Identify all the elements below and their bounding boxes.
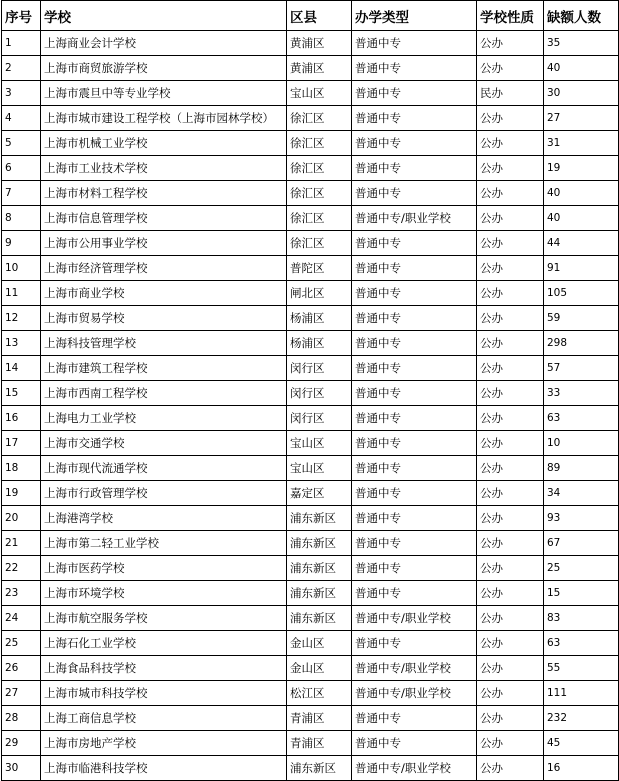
- school-nature: 公办: [477, 181, 544, 206]
- school-type: 普通中专: [352, 431, 477, 456]
- header-nature: 学校性质: [477, 1, 544, 31]
- vacancy-count: 34: [544, 481, 619, 506]
- school-type: 普通中专/职业学校: [352, 756, 477, 781]
- district: 浦东新区: [287, 581, 352, 606]
- district: 金山区: [287, 631, 352, 656]
- district: 松江区: [287, 681, 352, 706]
- school-name: 上海工商信息学校: [41, 706, 287, 731]
- school-name: 上海市房地产学校: [41, 731, 287, 756]
- district: 徐汇区: [287, 106, 352, 131]
- table-header: [2, 1, 619, 31]
- row-index: 5: [2, 131, 41, 156]
- table-row: [2, 431, 619, 456]
- vacancy-count: 45: [544, 731, 619, 756]
- vacancy-count: 40: [544, 56, 619, 81]
- school-nature: 公办: [477, 456, 544, 481]
- school-type: 普通中专: [352, 256, 477, 281]
- school-nature: 公办: [477, 31, 544, 56]
- school-name: 上海市航空服务学校: [41, 606, 287, 631]
- district: 黄浦区: [287, 56, 352, 81]
- school-nature: 公办: [477, 731, 544, 756]
- vacancy-count: 25: [544, 556, 619, 581]
- table-row: [2, 281, 619, 306]
- row-index: 1: [2, 31, 41, 56]
- school-type: 普通中专: [352, 306, 477, 331]
- school-type: 普通中专: [352, 556, 477, 581]
- school-nature: 公办: [477, 531, 544, 556]
- vacancy-count: 89: [544, 456, 619, 481]
- school-nature: 公办: [477, 581, 544, 606]
- school-nature: 公办: [477, 231, 544, 256]
- school-name: 上海市震旦中等专业学校: [41, 81, 287, 106]
- table-row: [2, 81, 619, 106]
- row-index: 29: [2, 731, 41, 756]
- school-type: 普通中专: [352, 281, 477, 306]
- table-row: [2, 206, 619, 231]
- school-type: 普通中专: [352, 56, 477, 81]
- school-type: 普通中专: [352, 231, 477, 256]
- school-nature: 公办: [477, 356, 544, 381]
- header-type: 办学类型: [352, 1, 477, 31]
- school-nature: 公办: [477, 131, 544, 156]
- vacancy-count: 59: [544, 306, 619, 331]
- row-index: 17: [2, 431, 41, 456]
- school-type: 普通中专: [352, 356, 477, 381]
- school-type: 普通中专: [352, 406, 477, 431]
- vacancy-table: [1, 0, 619, 781]
- vacancy-count: 30: [544, 81, 619, 106]
- row-index: 18: [2, 456, 41, 481]
- row-index: 20: [2, 506, 41, 531]
- school-nature: 公办: [477, 506, 544, 531]
- table-row: [2, 606, 619, 631]
- row-index: 12: [2, 306, 41, 331]
- vacancy-count: 63: [544, 406, 619, 431]
- school-name: 上海市临港科技学校: [41, 756, 287, 781]
- district: 浦东新区: [287, 556, 352, 581]
- row-index: 11: [2, 281, 41, 306]
- school-nature: 公办: [477, 281, 544, 306]
- school-name: 上海食品科技学校: [41, 656, 287, 681]
- district: 闵行区: [287, 381, 352, 406]
- school-nature: 公办: [477, 256, 544, 281]
- vacancy-count: 232: [544, 706, 619, 731]
- school-name: 上海市公用事业学校: [41, 231, 287, 256]
- table-row: [2, 56, 619, 81]
- table-row: [2, 631, 619, 656]
- row-index: 10: [2, 256, 41, 281]
- vacancy-count: 93: [544, 506, 619, 531]
- table-row: [2, 531, 619, 556]
- school-name: 上海市材料工程学校: [41, 181, 287, 206]
- school-nature: 公办: [477, 756, 544, 781]
- district: 浦东新区: [287, 506, 352, 531]
- school-name: 上海市交通学校: [41, 431, 287, 456]
- district: 宝山区: [287, 431, 352, 456]
- row-index: 26: [2, 656, 41, 681]
- school-type: 普通中专: [352, 331, 477, 356]
- school-name: 上海市贸易学校: [41, 306, 287, 331]
- school-nature: 公办: [477, 556, 544, 581]
- header-vacancies: 缺额人数: [544, 1, 619, 31]
- school-name: 上海市机械工业学校: [41, 131, 287, 156]
- school-nature: 公办: [477, 606, 544, 631]
- district: 宝山区: [287, 456, 352, 481]
- table-row: [2, 656, 619, 681]
- row-index: 24: [2, 606, 41, 631]
- school-nature: 公办: [477, 306, 544, 331]
- school-type: 普通中专/职业学校: [352, 681, 477, 706]
- district: 金山区: [287, 656, 352, 681]
- district: 浦东新区: [287, 531, 352, 556]
- school-nature: 公办: [477, 206, 544, 231]
- district: 杨浦区: [287, 331, 352, 356]
- school-name: 上海市现代流通学校: [41, 456, 287, 481]
- row-index: 30: [2, 756, 41, 781]
- school-nature: 公办: [477, 106, 544, 131]
- vacancy-count: 55: [544, 656, 619, 681]
- school-nature: 公办: [477, 481, 544, 506]
- table-row: [2, 181, 619, 206]
- vacancy-count: 83: [544, 606, 619, 631]
- school-nature: 公办: [477, 381, 544, 406]
- school-name: 上海市第二轻工业学校: [41, 531, 287, 556]
- school-type: 普通中专: [352, 456, 477, 481]
- vacancy-count: 67: [544, 531, 619, 556]
- table-row: [2, 131, 619, 156]
- row-index: 14: [2, 356, 41, 381]
- school-nature: 公办: [477, 56, 544, 81]
- school-type: 普通中专/职业学校: [352, 606, 477, 631]
- row-index: 13: [2, 331, 41, 356]
- district: 黄浦区: [287, 31, 352, 56]
- table-row: [2, 581, 619, 606]
- vacancy-count: 40: [544, 206, 619, 231]
- school-nature: 民办: [477, 81, 544, 106]
- row-index: 21: [2, 531, 41, 556]
- vacancy-count: 15: [544, 581, 619, 606]
- row-index: 27: [2, 681, 41, 706]
- school-nature: 公办: [477, 406, 544, 431]
- school-nature: 公办: [477, 706, 544, 731]
- row-index: 8: [2, 206, 41, 231]
- school-nature: 公办: [477, 656, 544, 681]
- header-school: 学校: [41, 1, 287, 31]
- table-body: [2, 31, 619, 781]
- table-row: [2, 456, 619, 481]
- school-type: 普通中专: [352, 156, 477, 181]
- vacancy-count: 40: [544, 181, 619, 206]
- district: 徐汇区: [287, 131, 352, 156]
- row-index: 19: [2, 481, 41, 506]
- row-index: 28: [2, 706, 41, 731]
- vacancy-count: 111: [544, 681, 619, 706]
- table-row: [2, 506, 619, 531]
- table-row: [2, 331, 619, 356]
- table-row: [2, 256, 619, 281]
- vacancy-count: 105: [544, 281, 619, 306]
- school-type: 普通中专: [352, 31, 477, 56]
- school-name: 上海市经济管理学校: [41, 256, 287, 281]
- school-name: 上海市环境学校: [41, 581, 287, 606]
- table-row: [2, 681, 619, 706]
- school-name: 上海市西南工程学校: [41, 381, 287, 406]
- school-nature: 公办: [477, 431, 544, 456]
- vacancy-count: 44: [544, 231, 619, 256]
- header-district: 区县: [287, 1, 352, 31]
- table-row: [2, 481, 619, 506]
- row-index: 2: [2, 56, 41, 81]
- school-type: 普通中专: [352, 181, 477, 206]
- header-index: 序号: [2, 1, 41, 31]
- table-row: [2, 231, 619, 256]
- vacancy-count: 63: [544, 631, 619, 656]
- district: 闵行区: [287, 406, 352, 431]
- school-type: 普通中专: [352, 81, 477, 106]
- school-type: 普通中专: [352, 581, 477, 606]
- district: 杨浦区: [287, 306, 352, 331]
- school-name: 上海市行政管理学校: [41, 481, 287, 506]
- school-type: 普通中专/职业学校: [352, 206, 477, 231]
- vacancy-count: 91: [544, 256, 619, 281]
- row-index: 23: [2, 581, 41, 606]
- district: 普陀区: [287, 256, 352, 281]
- school-type: 普通中专: [352, 531, 477, 556]
- table-row: [2, 106, 619, 131]
- school-name: 上海港湾学校: [41, 506, 287, 531]
- school-name: 上海市信息管理学校: [41, 206, 287, 231]
- district: 闸北区: [287, 281, 352, 306]
- table-row: [2, 31, 619, 56]
- row-index: 25: [2, 631, 41, 656]
- school-nature: 公办: [477, 681, 544, 706]
- school-name: 上海电力工业学校: [41, 406, 287, 431]
- table-row: [2, 356, 619, 381]
- school-type: 普通中专: [352, 506, 477, 531]
- row-index: 15: [2, 381, 41, 406]
- table-row: [2, 756, 619, 781]
- table-row: [2, 731, 619, 756]
- row-index: 9: [2, 231, 41, 256]
- school-name: 上海市医药学校: [41, 556, 287, 581]
- district: 徐汇区: [287, 231, 352, 256]
- table-row: [2, 706, 619, 731]
- district: 闵行区: [287, 356, 352, 381]
- school-nature: 公办: [477, 331, 544, 356]
- district: 青浦区: [287, 706, 352, 731]
- district: 浦东新区: [287, 606, 352, 631]
- district: 宝山区: [287, 81, 352, 106]
- table-row: [2, 306, 619, 331]
- school-type: 普通中专: [352, 631, 477, 656]
- vacancy-count: 31: [544, 131, 619, 156]
- school-nature: 公办: [477, 631, 544, 656]
- vacancy-count: 57: [544, 356, 619, 381]
- district: 青浦区: [287, 731, 352, 756]
- district: 徐汇区: [287, 181, 352, 206]
- vacancy-count: 19: [544, 156, 619, 181]
- school-name: 上海市城市建设工程学校（上海市园林学校）: [41, 106, 287, 131]
- table-row: [2, 381, 619, 406]
- table-row: [2, 156, 619, 181]
- school-name: 上海市商业学校: [41, 281, 287, 306]
- school-type: 普通中专: [352, 131, 477, 156]
- vacancy-count: 35: [544, 31, 619, 56]
- header-row: [2, 1, 619, 31]
- table-row: [2, 556, 619, 581]
- row-index: 4: [2, 106, 41, 131]
- vacancy-count: 16: [544, 756, 619, 781]
- district: 徐汇区: [287, 156, 352, 181]
- district: 徐汇区: [287, 206, 352, 231]
- school-type: 普通中专: [352, 481, 477, 506]
- row-index: 3: [2, 81, 41, 106]
- school-name: 上海石化工业学校: [41, 631, 287, 656]
- school-type: 普通中专/职业学校: [352, 656, 477, 681]
- school-name: 上海市城市科技学校: [41, 681, 287, 706]
- row-index: 16: [2, 406, 41, 431]
- school-type: 普通中专: [352, 731, 477, 756]
- vacancy-count: 298: [544, 331, 619, 356]
- vacancy-count: 27: [544, 106, 619, 131]
- vacancy-count: 33: [544, 381, 619, 406]
- school-name: 上海科技管理学校: [41, 331, 287, 356]
- row-index: 7: [2, 181, 41, 206]
- school-name: 上海商业会计学校: [41, 31, 287, 56]
- row-index: 6: [2, 156, 41, 181]
- district: 嘉定区: [287, 481, 352, 506]
- school-type: 普通中专: [352, 106, 477, 131]
- school-name: 上海市商贸旅游学校: [41, 56, 287, 81]
- school-name: 上海市工业技术学校: [41, 156, 287, 181]
- school-nature: 公办: [477, 156, 544, 181]
- table-row: [2, 406, 619, 431]
- school-name: 上海市建筑工程学校: [41, 356, 287, 381]
- district: 浦东新区: [287, 756, 352, 781]
- school-type: 普通中专: [352, 706, 477, 731]
- vacancy-count: 10: [544, 431, 619, 456]
- school-type: 普通中专: [352, 381, 477, 406]
- row-index: 22: [2, 556, 41, 581]
